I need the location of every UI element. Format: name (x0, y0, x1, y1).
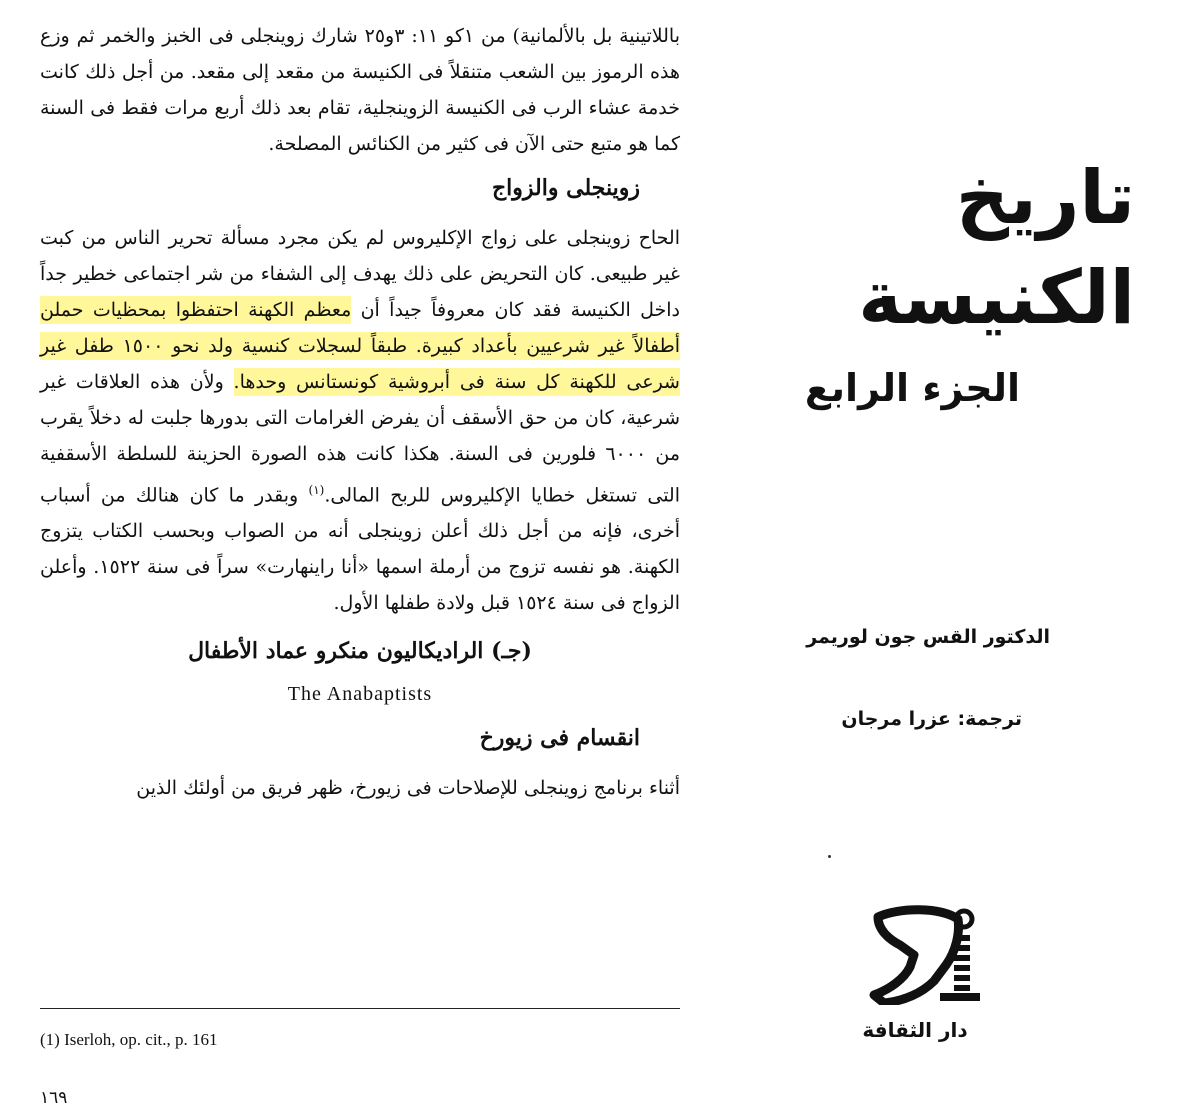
book-translator: ترجمة: عزرا مرجان (841, 708, 1022, 730)
highlighted-text: معظم الكهنة احتفظوا بمحظيات حملن أطفالاً غير شرعيين بأعداد كبيرة. طبقاً لسجلات كنسية ولد نحو ١٥٠٠ طفل غير شرعى للكهنة كل سنة فى أبروشية كونستانس وحدها. (40, 296, 680, 396)
paragraph-text-after-highlight: ولأن هذه العلاقات غير شرعية، كان من حق الأسقف أن يفرض الغرامات التى بدورها جلبت له دخلاً يقرب من ٦٠٠٠ فلورين فى السنة. هكذا كانت هذه الصورة الحزينة للسلطة الأسقفية التى تستغل خطايا الإكليروس للربح المالى. (40, 371, 681, 507)
scan-speck (828, 855, 831, 858)
footnote-divider (40, 1008, 680, 1009)
page-number: ١٦٩ (40, 1088, 68, 1108)
heading-anabaptists-latin: The Anabaptists (287, 683, 433, 706)
paragraph-communion: باللاتينية بل بالألمانية) من ١كو ١١: ٣و٢٥ شارك زوينجلى فى الخبز والخمر ثم وزع هذه الرموز بين الشعب متنقلاً فى الكنيسة من مقعد إلى مقعد. من أجل ذلك كانت خدمة عشاء الرب فى الكنيسة الزوينجلية، تقام بعد ذلك أربع مرات فقط فى السنة كما هو متبع حتى الآن فى كثير من الكنائس المصلحة. (40, 25, 680, 155)
footnote: (1) Iserloh, op. cit., p. 161 (40, 1030, 218, 1049)
heading-zurich-split: انقسام فى زيورخ (479, 725, 640, 752)
paragraph-clergy-marriage (40, 220, 680, 621)
paragraph-text-before-highlight: الحاح زوينجلى على زواج الإكليروس لم يكن مجرد مسألة تحرير الناس من كبت غير طبيعى. كان التحريض على ذلك يهدف إلى الشفاء من شر اجتماعى خطير جداً داخل الكنيسة فقد كان معروفاً جيداً أن (40, 227, 680, 321)
book-part: الجزء الرابع (804, 366, 1020, 410)
heading-anabaptists-arabic: (جـ) الراديكاليون منكرو عماد الأطفال (188, 638, 532, 665)
paragraph-zurich: أثناء برنامج زوينجلى للإصلاحات فى زيورخ، ظهر فريق من أولئك الذين (136, 777, 680, 800)
paragraph-text-tail: وبقدر ما كان هنالك من أسباب أخرى، فإنه من أجل ذلك أعلن زوينجلى أنه من الصواب وبحسب الكتاب يتزوج الكهنة. هو نفسه تزوج من أرملة اسمها «أنا راينهارت» سراً فى سنة ١٥٢٢. وأعلن الزواج فى سنة ١٥٢٤ قبل ولادة طفلها الأول. (40, 484, 680, 615)
book-author: الدكتور القس جون لوريمر (806, 626, 1050, 648)
dar-al-thaqafa-logo-icon (860, 905, 990, 1005)
book-title: تاريخ الكنيسة (858, 155, 1135, 341)
heading-zwingli-marriage: زوينجلى والزواج (491, 175, 640, 201)
publisher-name: دار الثقافة (862, 1018, 968, 1042)
main-text-column (40, 18, 680, 806)
footnote-reference: (١) (308, 483, 325, 497)
